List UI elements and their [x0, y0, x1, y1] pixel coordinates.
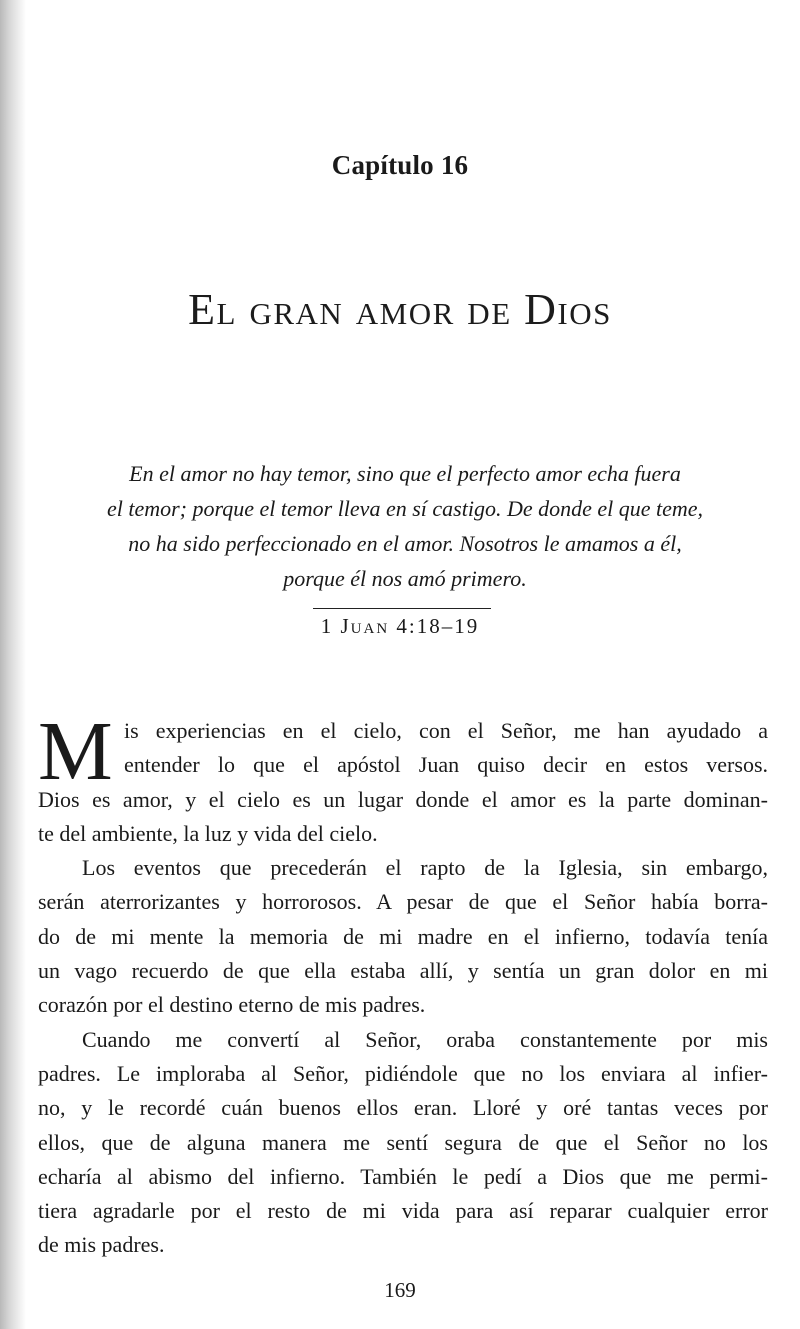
epigraph — [60, 456, 750, 596]
body-line: Dios es amor, y el cielo es un lugar donde el amor es la parte dominan- — [38, 786, 768, 812]
epigraph-line: el temor; porque el temor lleva en sí castigo. De donde el que teme, — [106, 496, 704, 521]
chapter-label: Capítulo 16 — [331, 150, 469, 180]
body-line: Los eventos que precederán el rapto de la Iglesia, sin embargo, — [82, 855, 768, 881]
epigraph-line: porque él nos amó primero. — [283, 566, 527, 591]
body-line: un vago recuerdo de que ella estaba allí, y sentía un gran dolor en mi — [38, 958, 768, 984]
paragraph-3 — [38, 1023, 768, 1263]
body-line: echaría al abismo del infierno. También le pedí a Dios que me permi- — [38, 1163, 768, 1189]
page-number: 169 — [384, 1278, 416, 1302]
paragraph-1 — [38, 705, 768, 851]
epigraph-rule — [313, 608, 491, 609]
body-line: te del ambiente, la luz y vida del cielo. — [38, 820, 378, 846]
body-line: entender lo que el apóstol Juan quiso decir en estos versos. — [124, 752, 768, 778]
body-line: Cuando me convertí al Señor, oraba constantemente por mis — [82, 1026, 768, 1052]
epigraph-line: En el amor no hay temor, sino que el perfecto amor echa fuera — [129, 461, 681, 486]
body-line: de mis padres. — [38, 1232, 165, 1258]
body-line: no, y le recordé cuán buenos ellos eran. Lloré y oré tantas veces por — [38, 1095, 768, 1121]
body-line: ellos, que de alguna manera me sentí segura de que el Señor no los — [38, 1129, 768, 1155]
body-line: corazón por el destino eterno de mis padres. — [38, 992, 426, 1018]
body-line: padres. Le imploraba al Señor, pidiéndole que no los enviara al infier- — [38, 1060, 768, 1086]
epigraph-citation: 1 Juan 4:18–19 — [320, 614, 480, 638]
paragraph-2 — [38, 851, 768, 1022]
body-line: serán aterrorizantes y horrorosos. A pesar de que el Señor había borra- — [38, 889, 768, 915]
body-line: tiera agradarle por el resto de mi vida para así reparar cualquier error — [38, 1198, 768, 1224]
chapter-title: El gran amor de Dios — [188, 285, 612, 334]
body-line: do de mi mente la memoria de mi madre en el infierno, todavía tenía — [38, 923, 768, 949]
body-text — [38, 705, 768, 1263]
drop-cap: M — [38, 705, 113, 798]
epigraph-line: no ha sido perfeccionado en el amor. Nosotros le amamos a él, — [128, 531, 682, 556]
body-line: is experiencias en el cielo, con el Señor, me han ayudado a — [124, 718, 768, 743]
